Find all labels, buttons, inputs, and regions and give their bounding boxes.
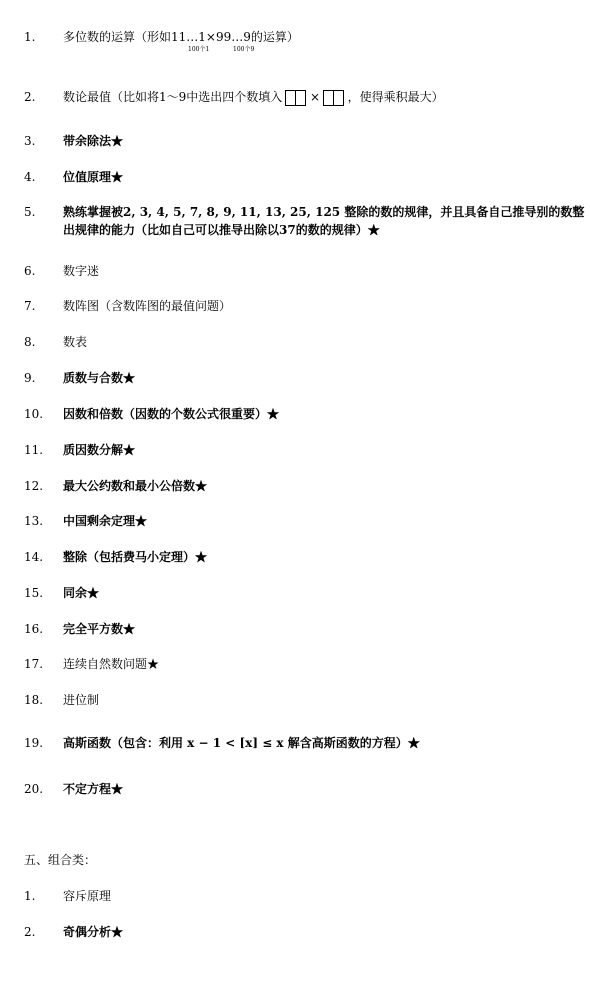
item-text: 容斥原理 bbox=[63, 889, 112, 903]
item-number: 2. bbox=[24, 925, 36, 939]
blank-boxes-right bbox=[324, 89, 344, 107]
item-text bbox=[63, 28, 299, 46]
times-sign: × bbox=[309, 90, 320, 104]
item-number: 15. bbox=[24, 586, 44, 600]
item-number: 19. bbox=[24, 736, 44, 750]
item-text-line-1: 熟练掌握被2, 3, 4, 5, 7, 8, 9, 11, 13, 25, 125 整除的数的规律，并且具备自己推导别的数整 bbox=[63, 205, 585, 219]
item-number: 13. bbox=[24, 514, 44, 528]
item-text: 不定方程★ bbox=[63, 782, 124, 796]
item-text: 质数与合数★ bbox=[63, 371, 136, 385]
item-text-line-2: 出规律的能力（比如自己可以推导出除以37的数的规律）★ bbox=[63, 223, 380, 237]
item-text-pre: 数论最值（比如将1～9中选出四个数填入 bbox=[63, 90, 283, 104]
item-text bbox=[63, 88, 444, 107]
item-number: 8. bbox=[24, 335, 36, 349]
formula-subscript-1: 100个1 bbox=[188, 46, 210, 53]
item-number: 1. bbox=[24, 30, 36, 44]
item-number: 17. bbox=[24, 657, 44, 671]
item-text: 同余★ bbox=[63, 586, 100, 600]
item-text: 连续自然数问题★ bbox=[63, 657, 160, 671]
item-text: 带余除法★ bbox=[63, 134, 124, 148]
item-text: 数表 bbox=[63, 335, 88, 349]
item-text: 因数和倍数（因数的个数公式很重要）★ bbox=[63, 407, 280, 421]
item-text: 完全平方数★ bbox=[63, 622, 136, 636]
formula: 11…1×99…9 bbox=[171, 30, 251, 44]
item-text: 位值原理★ bbox=[63, 170, 124, 184]
item-number: 7. bbox=[24, 299, 36, 313]
item-text: 质因数分解★ bbox=[63, 443, 136, 457]
item-text-post: ，使得乘积最大） bbox=[347, 90, 444, 104]
item-number: 3. bbox=[24, 134, 36, 148]
item-number: 9. bbox=[24, 371, 36, 385]
section-heading: 五、组合类： bbox=[24, 853, 97, 867]
blank-boxes-left bbox=[286, 89, 306, 107]
item-number: 2. bbox=[24, 90, 36, 104]
item-number: 5. bbox=[24, 205, 36, 219]
item-text: 中国剩余定理★ bbox=[63, 514, 148, 528]
item-number: 20. bbox=[24, 782, 44, 796]
item-number: 6. bbox=[24, 264, 36, 278]
item-number: 11. bbox=[24, 443, 44, 457]
item-number: 16. bbox=[24, 622, 44, 636]
list-item-5 bbox=[0, 203, 590, 239]
formula-subscript-2: 100个9 bbox=[233, 46, 255, 53]
item-number: 10. bbox=[24, 407, 44, 421]
item-text-post: 的运算） bbox=[250, 30, 299, 44]
item-text: 数字迷 bbox=[63, 264, 100, 278]
item-text: 整除（包括费马小定理）★ bbox=[63, 550, 208, 564]
item-text: 高斯函数（包含：利用 x − 1 < [x] ≤ x 解含高斯函数的方程）★ bbox=[63, 736, 420, 750]
item-number: 12. bbox=[24, 479, 44, 493]
item-number: 18. bbox=[24, 693, 44, 707]
item-text: 数阵图（含数阵图的最值问题） bbox=[63, 299, 232, 313]
item-number: 1. bbox=[24, 889, 36, 903]
item-text-pre: 多位数的运算（形如 bbox=[63, 30, 172, 44]
item-text: 奇偶分析★ bbox=[63, 925, 124, 939]
item-number: 14. bbox=[24, 550, 44, 564]
item-text: 最大公约数和最小公倍数★ bbox=[63, 479, 208, 493]
item-text: 进位制 bbox=[63, 693, 100, 707]
item-number: 4. bbox=[24, 170, 36, 184]
